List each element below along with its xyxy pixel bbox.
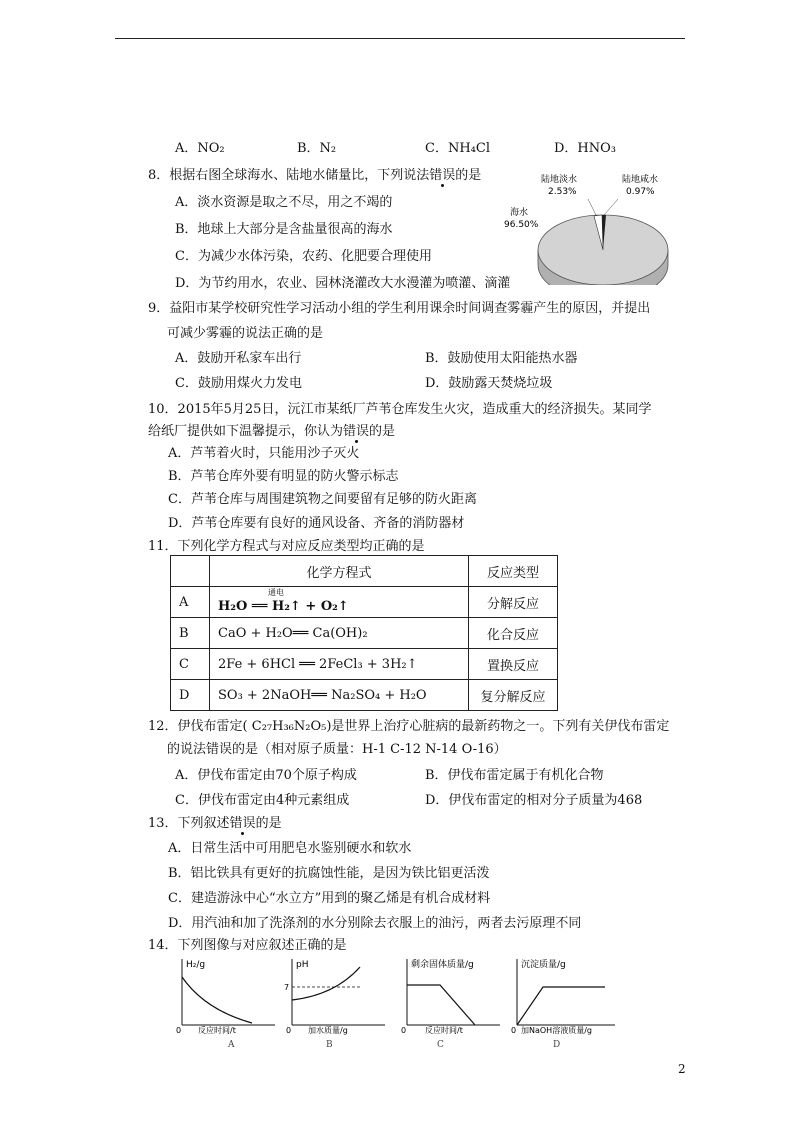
q12-option-b: B．伊伐布雷定属于有机化合物 (425, 768, 604, 783)
graph-a-xlabel: 反应时间/t (198, 1026, 236, 1035)
q7-option-b: B．N₂ (297, 141, 337, 156)
graph-d-xlabel: 加NaOH溶液质量/g (521, 1026, 592, 1035)
table-row (171, 680, 558, 711)
pie-value-sea: 96.50% (504, 220, 539, 230)
q8-option-a: A．淡水资源是取之不尽，用之不竭的 (175, 195, 393, 210)
graph-a (170, 955, 280, 1035)
q13-option-a: A．日常生活中可用肥皂水鉴别硬水和软水 (168, 841, 412, 856)
graph-d-origin: 0 (511, 1026, 517, 1035)
row-equation: 通电 H₂O ══ H₂↑ + O₂↑ (210, 587, 469, 618)
q11-stem: 11．下列化学方程式与对应反应类型均正确的是 (148, 539, 425, 554)
q12-option-c: C．伊伐布雷定由4种元素组成 (175, 793, 350, 808)
table-header-cell: 化学方程式 (210, 556, 469, 587)
table-header-row (171, 556, 558, 587)
q9-option-d: D．鼓励露天焚烧垃圾 (425, 376, 553, 391)
pie-label-salt: 陆地咸水 (622, 175, 659, 185)
table-header-cell (171, 556, 210, 587)
q7-option-c: C．NH₄Cl (425, 141, 490, 156)
graph-b-ref: 7 (284, 983, 290, 992)
q10-option-c: C．芦苇仓库与周围建筑物之间要留有足够的防火距离 (168, 492, 477, 507)
row-type: 分解反应 (469, 587, 558, 618)
graph-b-ylabel: pH (296, 960, 309, 970)
graph-d (505, 955, 625, 1035)
q9-option-b: B．鼓励使用太阳能热水器 (425, 351, 578, 366)
graph-a-origin: 0 (176, 1026, 182, 1035)
table-row (171, 649, 558, 680)
q13-option-d: D．用汽油和加了洗涤剂的水分别除去衣服上的油污，两者去污原理不同 (168, 916, 582, 931)
graph-b-origin: 0 (286, 1026, 292, 1035)
q12-stem-line1: 12．伊伐布雷定( C₂₇H₃₆N₂O₅)是世界上治疗心脏病的最新药物之一。下列有关伊伐布雷定 (148, 719, 670, 734)
graph-c-key: C (437, 1040, 444, 1050)
q10-stem-line1: 10．2015年5月25日，沅江市某纸厂芦苇仓库发生火灾，造成重大的经济损失。某同学 (148, 402, 652, 417)
q10-option-d: D．芦苇仓库要有良好的通风设备、齐备的消防器材 (168, 516, 465, 531)
row-key: A (171, 587, 210, 618)
q7-option-d: D．HNO₃ (554, 141, 617, 156)
q9-option-c: C．鼓励用煤火力发电 (175, 376, 302, 391)
water-pie-chart (500, 165, 700, 285)
graph-c-origin: 0 (401, 1026, 407, 1035)
row-equation: SO₃ + 2NaOH══ Na₂SO₄ + H₂O (210, 680, 469, 711)
graph-c-xlabel: 反应时间/t (425, 1026, 463, 1035)
pie-label-fresh: 陆地淡水 (541, 175, 578, 185)
q13-option-c: C．建造游泳中心“水立方”用到的聚乙烯是有机合成材料 (168, 891, 491, 906)
row-equation: 2Fe + 6HCl ══ 2FeCl₃ + 3H₂↑ (210, 649, 469, 680)
q13-option-b: B．铝比铁具有更好的抗腐蚀性能，是因为铁比铝更活泼 (168, 866, 490, 881)
q7-option-a: A．NO₂ (175, 141, 225, 156)
q12-stem-line2: 的说法错误的是（相对原子质量：H-1 C-12 N-14 O-16） (167, 742, 507, 757)
q10-stem-line2: 给纸厂提供如下温馨提示，你认为错误的是 (148, 424, 396, 439)
graph-c-ylabel: 剩余固体质量/g (411, 960, 474, 970)
reaction-condition: 通电 (268, 588, 284, 597)
pie-value-fresh: 2.53% (548, 187, 577, 197)
graph-d-key: D (553, 1040, 561, 1050)
q11-table (170, 555, 558, 711)
table-row (171, 587, 558, 618)
graph-d-ylabel: 沉淀质量/g (521, 960, 566, 970)
graph-c (395, 955, 505, 1035)
row-type: 复分解反应 (469, 680, 558, 711)
row-key: B (171, 618, 210, 649)
pie-value-salt: 0.97% (626, 187, 655, 197)
row-type: 化合反应 (469, 618, 558, 649)
q8-option-d: D．为节约用水，农业、园林浇灌改大水漫灌为喷灌、滴灌 (175, 276, 511, 291)
row-equation: CaO + H₂O══ Ca(OH)₂ (210, 618, 469, 649)
table-row (171, 618, 558, 649)
q12-option-a: A．伊伐布雷定由70个原子构成 (175, 768, 357, 783)
q12-option-d: D．伊伐布雷定的相对分子质量为468 (425, 793, 643, 808)
table-header-cell: 反应类型 (469, 556, 558, 587)
graph-b (280, 955, 390, 1035)
q9-option-a: A．鼓励开私家车出行 (175, 351, 302, 366)
q10-option-a: A．芦苇着火时，只能用沙子灭火 (168, 446, 360, 461)
row-key: D (171, 680, 210, 711)
q9-stem-line1: 9．益阳市某学校研究性学习活动小组的学生利用课余时间调查雾霾产生的原因，并提出 (148, 301, 651, 316)
page-number: 2 (678, 1062, 686, 1076)
graph-a-key: A (228, 1040, 235, 1050)
row-type: 置换反应 (469, 649, 558, 680)
header-rule (115, 38, 685, 39)
q13-stem: 13．下列叙述错误的是 (148, 816, 282, 831)
graph-b-key: B (326, 1040, 333, 1050)
q9-stem-line2: 可减少雾霾的说法正确的是 (167, 326, 324, 341)
graph-a-ylabel: H₂/g (186, 960, 206, 970)
q14-stem: 14．下列图像与对应叙述正确的是 (148, 938, 347, 953)
pie-label-sea: 海水 (510, 208, 529, 218)
q10-option-b: B．芦苇仓库外要有明显的防火警示标志 (168, 469, 399, 484)
q8-option-b: B．地球上大部分是含盐量很高的海水 (175, 222, 393, 237)
q8-stem: 8．根据右图全球海水、陆地水储量比，下列说法错误的是 (148, 168, 482, 183)
graph-b-xlabel: 加水质量/g (308, 1026, 348, 1035)
q8-option-c: C．为减少水体污染，农药、化肥要合理使用 (175, 249, 432, 264)
row-key: C (171, 649, 210, 680)
